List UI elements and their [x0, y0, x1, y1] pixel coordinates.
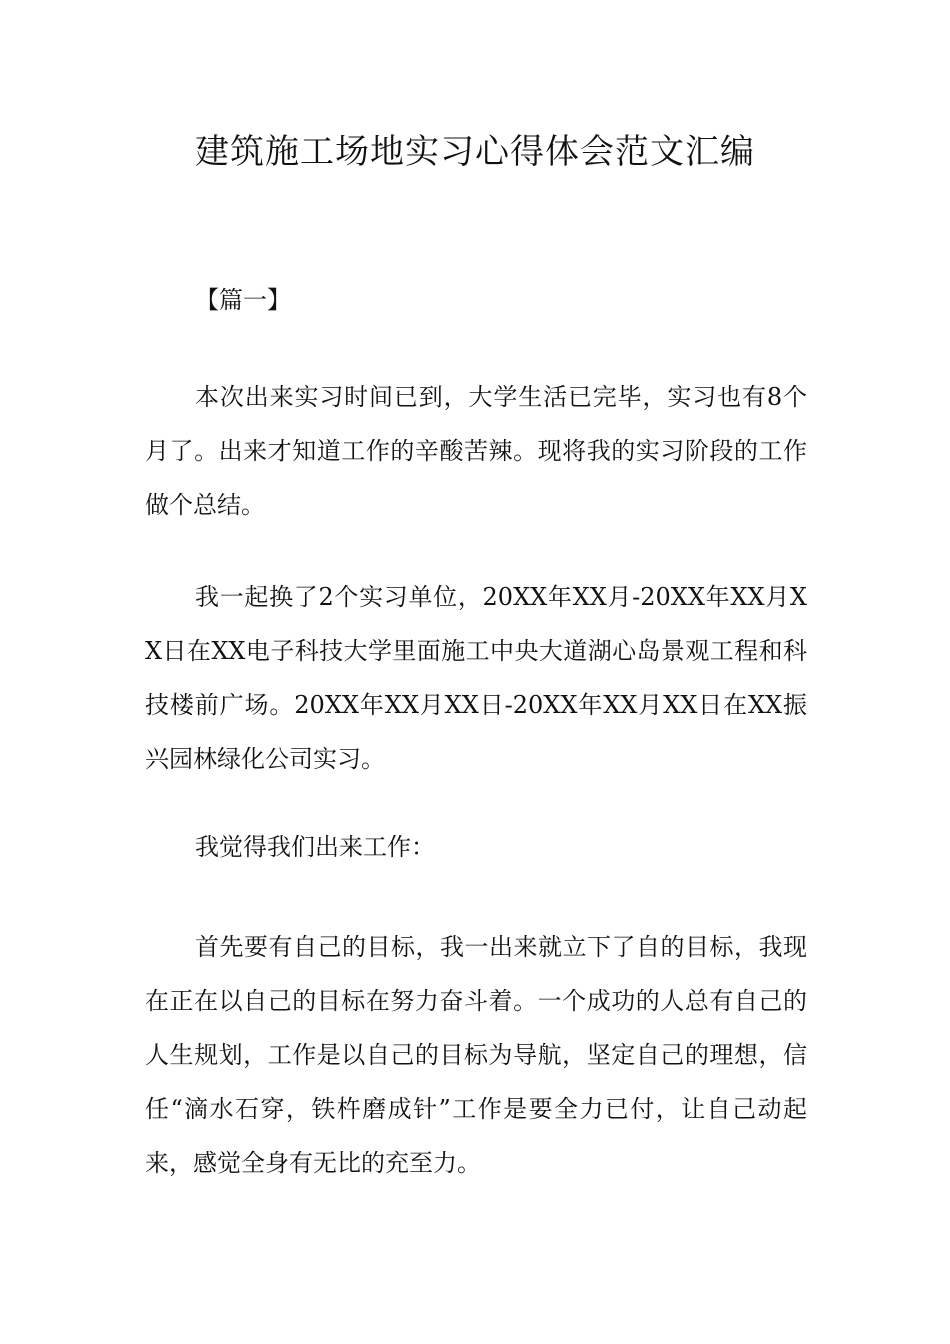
section-label: 【篇一】 — [195, 286, 291, 314]
paragraph-4: 首先要有自己的目标，我一出来就立下了自的目标，我现在正在以自己的目标在努力奋斗着。一个成功的人总有自己的人生规划，工作是以自己的目标为导航，坚定自己的理想，信任“滴水石穿，铁杵磨成针”工作是要全力已付，让自己动起来，感觉全身有无比的充至力。 — [145, 933, 807, 1177]
paragraph-2: 我一起换了2个实习单位，20XX年XX月-20XX年XX月XX日在XX电子科技大学里面施工中央大道湖心岛景观工程和科技楼前广场。20XX年XX月XX日-20XX年XX月XX日在XX振兴园林绿化公司实习。 — [145, 583, 807, 773]
paragraph-1: 本次出来实习时间已到，大学生活已完毕，实习也有8个月了。出来才知道工作的辛酸苦辣。现将我的实习阶段的工作做个总结。 — [145, 383, 807, 519]
document-title: 建筑施工场地实习心得体会范文汇编 — [195, 132, 755, 172]
paragraph-3: 我觉得我们出来工作： — [195, 833, 435, 861]
